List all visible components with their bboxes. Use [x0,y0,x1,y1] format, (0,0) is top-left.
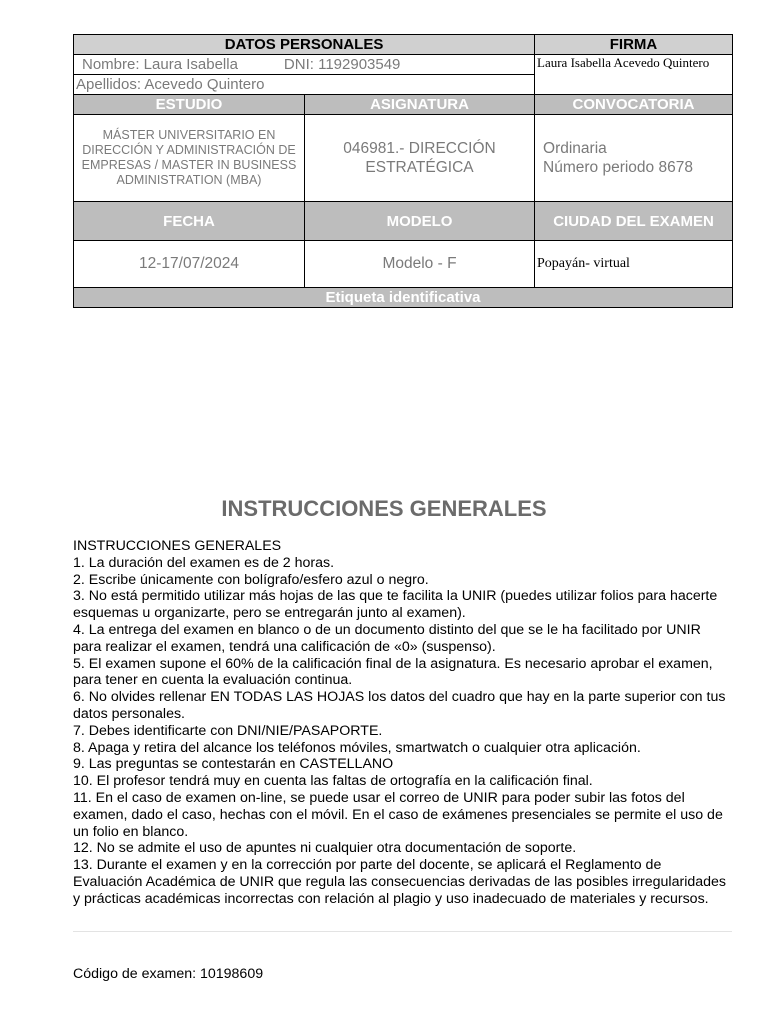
apellidos-field: Apellidos: Acevedo Quintero [74,75,535,95]
nombre-field: Nombre: Laura Isabella [82,56,238,73]
estudio-header: ESTUDIO [74,95,305,115]
instructions-heading: INSTRUCCIONES GENERALES [73,538,282,554]
instruction-item: 13. Durante el examen y en la corrección por parte del docente, se aplicará el Reglamento de Evaluación Académica de UNIR que regula las consecuencias derivadas de las posibles irregularidades y prácticas académicas incorrectas con relación al plagio y uso inadecuado de materiales y recursos. [73,857,726,907]
instruction-item: 9. Las preguntas se contestarán en CASTELLANO [73,756,394,773]
personal-data-table [73,34,733,308]
modelo-value: Modelo - F [305,241,535,288]
asignatura-value: 046981.- DIRECCIÓN ESTRATÉGICA [305,115,535,202]
divider [73,931,732,932]
instruction-item: 4. La entrega del examen en blanco o de un documento distinto del que se le ha facilitado por UNIR para realizar el examen, tendrá una calificación de «0» (suspenso). [73,621,701,655]
instruction-item: 11. En el caso de examen on-line, se puede usar el correo de UNIR para poder subir las fotos del examen, dado el caso, hechas con el móvil. En el caso de exámenes presenciales se permite el uso de un folio en blanco. [73,789,723,840]
fecha-header: FECHA [74,202,305,241]
asignatura-header: ASIGNATURA [305,95,535,115]
etiqueta-identificativa: Etiqueta identificativa [74,288,733,308]
instruction-item: 8. Apaga y retira del alcance los teléfonos móviles, smartwatch o cualquier otra aplicación. [73,739,641,756]
instruction-item: 3. No está permitido utilizar más hojas de las que te facilita la UNIR (puedes utilizar folios para hacerte esquemas u organizarte, pero se entregarán junto al examen). [73,588,718,622]
convocatoria-header: CONVOCATORIA [535,95,733,115]
convocatoria-type: Ordinaria [543,140,607,157]
instruction-item: 7. Debes identificarte con DNI/NIE/PASAPORTE. [73,722,383,739]
estudio-value: MÁSTER UNIVERSITARIO EN DIRECCIÓN Y ADMINISTRACIÓN DE EMPRESAS / MASTER IN BUSINESS ADMINISTRATION (MBA) [74,115,305,202]
exam-code: Código de examen: 10198609 [73,966,264,982]
instruction-item: 12. No se admite el uso de apuntes ni cualquier otra documentación de soporte. [73,840,577,857]
modelo-header: MODELO [305,202,535,241]
instruction-item: 10. El profesor tendrá muy en cuenta las faltas de ortografía en la calificación final. [73,773,593,790]
fecha-value: 12-17/07/2024 [74,241,305,288]
firma-value: Laura Isabella Acevedo Quintero [535,55,733,95]
name-row [74,55,535,75]
instruction-item: 1. La duración del examen es de 2 horas. [73,554,335,571]
instruction-item: 6. No olvides rellenar EN TODAS LAS HOJAS los datos del cuadro que hay en la parte superior con tus datos personales. [73,689,726,722]
instruction-item: 2. Escribe únicamente con bolígrafo/esfero azul o negro. [73,571,429,588]
ciudad-value: Popayán- virtual [535,241,733,288]
instructions-list [73,538,733,908]
firma-header: FIRMA [535,35,733,55]
convocatoria-value [535,115,733,202]
convocatoria-period: Número periodo 8678 [543,159,693,176]
page-title: INSTRUCCIONES GENERALES [221,496,547,521]
ciudad-header: CIUDAD DEL EXAMEN [535,202,733,241]
instruction-item: 5. El examen supone el 60% de la calificación final de la asignatura. Es necesario aprobar el examen, para tener en cuenta la evaluación continua. [73,655,713,689]
dni-field: DNI: 1192903549 [283,56,401,73]
datos-personales-header: DATOS PERSONALES [74,35,535,55]
